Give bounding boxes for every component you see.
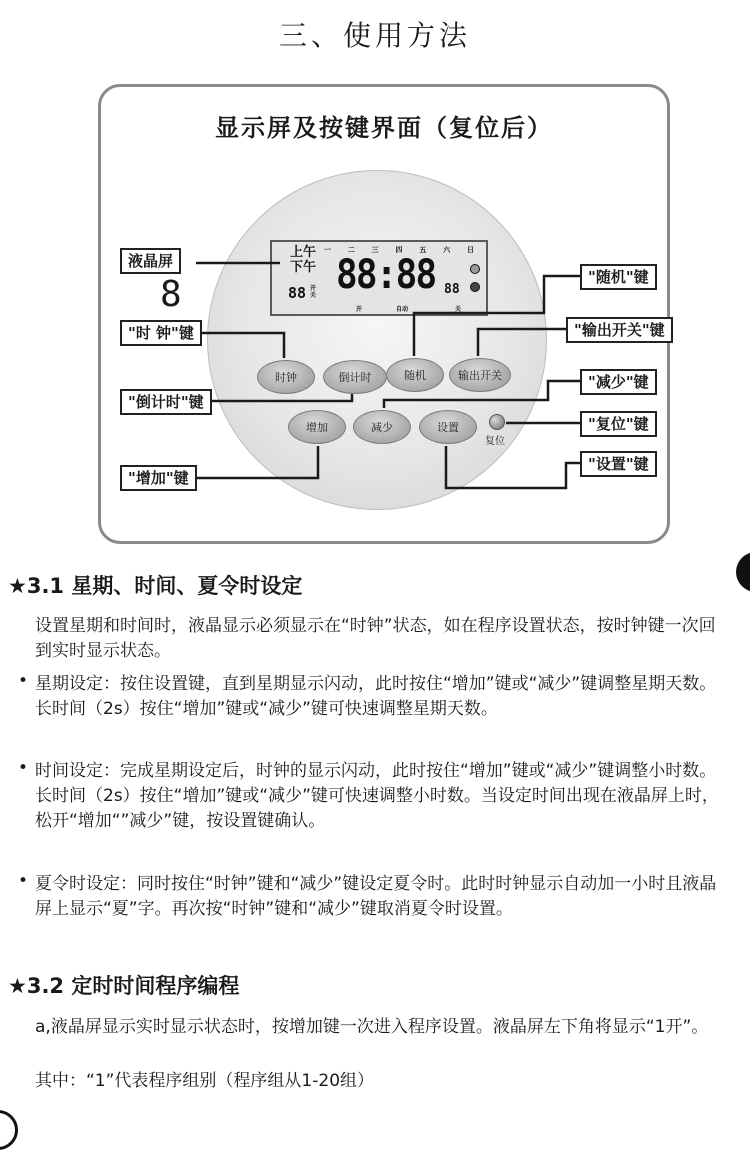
callout-clock-key: "时 钟"键 xyxy=(120,320,202,346)
callout-output-key: "输出开关"键 xyxy=(566,317,673,343)
section-3-1-intro: 设置星期和时间时，液晶显示必须显示在“时钟”状态，如在程序设置状态，按时钟键一次回到实时显示状态。 xyxy=(35,616,716,661)
bullet-text: 夏令时设定：同时按住“时钟”键和“减少”键设定夏令时。此时时钟显示自动加一小时且液晶屏上显示“夏”字。再次按“时钟”键和“减少”键取消夏令时设置。 xyxy=(35,874,717,919)
countdown-key[interactable]: 倒计时 xyxy=(323,360,387,394)
decrease-key[interactable]: 减少 xyxy=(353,410,411,444)
callout-countdown-key: "倒计时"键 xyxy=(120,389,212,415)
increase-key[interactable]: 增加 xyxy=(288,410,346,444)
bullet-text: 时间设定：完成星期设定后，时钟的显示闪动，此时按住“增加”键或“减少”键调整小时数。 长时间（2s）按住“增加”键或“减少”键可快速调整小时数。当设定时间出现在液晶屏上时，松开“增加“”减少”键，按设置键确认。 xyxy=(35,761,719,831)
segment-digit-icon: 8 xyxy=(160,274,182,315)
lcd-weekday: 日 xyxy=(466,246,474,254)
lcd-weekday: 四 xyxy=(395,246,403,254)
clock-key[interactable]: 时钟 xyxy=(257,360,315,394)
callout-reset-key: "复位"键 xyxy=(580,411,657,437)
lcd-weekday: 五 xyxy=(419,246,427,254)
leader-random xyxy=(414,276,580,356)
lcd-label-auto: 自动 xyxy=(396,306,409,313)
bullet-dot-icon: • xyxy=(18,671,29,691)
callout-increase-key: "增加"键 xyxy=(120,465,197,491)
lcd-weekday: 一 xyxy=(324,246,331,254)
lcd-program-number: 88 xyxy=(288,284,307,302)
leader-decrease xyxy=(384,381,580,408)
leader-increase xyxy=(196,446,318,478)
lcd-label-off: 关 xyxy=(455,306,462,313)
lcd-onoff: 开关 xyxy=(310,285,317,299)
callout-random-key: "随机"键 xyxy=(580,264,657,290)
bullet-text: 星期设定：按住设置键，直到星期显示闪动，此时按住“增加”键或“减少”键调整星期天数。 长时间（2s）按住“增加”键或“减少”键可快速调整星期天数。 xyxy=(35,674,717,719)
leader-output xyxy=(478,329,566,356)
output-switch-key[interactable]: 输出开关 xyxy=(449,358,511,392)
lcd-pm: 下午 xyxy=(290,260,317,275)
section-3-2-para-b: 其中：“1”代表程序组别（程序组从1-20组） xyxy=(35,1071,375,1091)
leader-countdown xyxy=(196,394,352,401)
callout-decrease-key: "减少"键 xyxy=(580,369,657,395)
lcd-time: 88:88 xyxy=(336,252,436,298)
lcd-label-on: 开 xyxy=(356,306,363,313)
leader-set xyxy=(446,446,580,488)
lcd-seconds: 88 xyxy=(444,282,460,297)
lcd-weekday: 三 xyxy=(371,246,379,254)
callout-lcd: 液晶屏 xyxy=(120,248,181,274)
page-title: 三、使用方法 xyxy=(278,19,471,52)
bullet-dot-icon: • xyxy=(18,871,29,891)
section-heading-3-2: ★3.2 定时时间程序编程 xyxy=(8,974,240,998)
callout-set-key: "设置"键 xyxy=(580,451,657,477)
random-key[interactable]: 随机 xyxy=(386,358,444,392)
section-3-2-para-a: a,液晶屏显示实时显示状态时，按增加键一次进入程序设置。液晶屏左下角将显示“1开”。 xyxy=(35,1017,709,1037)
section-heading-3-1: ★3.1 星期、时间、夏令时设定 xyxy=(8,574,303,598)
set-key[interactable]: 设置 xyxy=(419,410,477,444)
bullet-dot-icon: • xyxy=(18,758,29,778)
lcd-weekday: 二 xyxy=(347,246,355,254)
leader-clock xyxy=(196,333,284,358)
lcd-weekday: 六 xyxy=(443,246,451,254)
lcd-am: 上午 xyxy=(290,245,317,260)
panel-title: 显示屏及按键界面（复位后） xyxy=(215,114,553,142)
reset-label: 复位 xyxy=(485,436,505,447)
